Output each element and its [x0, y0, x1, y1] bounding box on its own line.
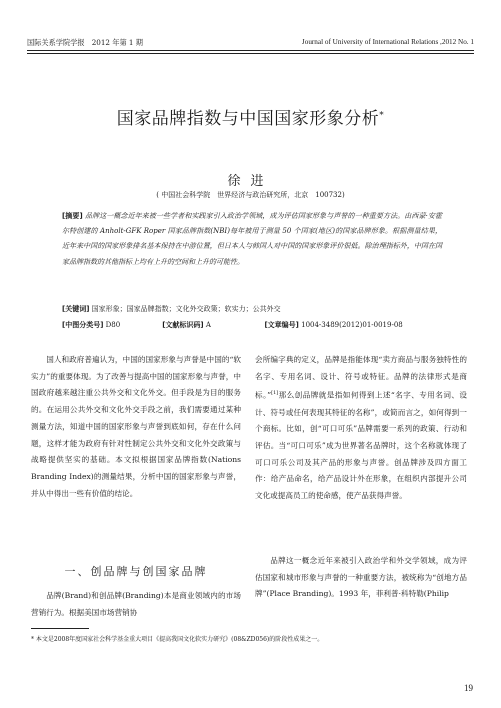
body-paragraph-definition	[255, 352, 467, 505]
running-header	[27, 38, 474, 50]
author-affiliation: ( 中国社会科学院 世界经济与政治研究所，北京 100732)	[156, 191, 345, 199]
body-paragraph-place-branding: 品牌这一概念近年来被引入政治学和外交学领域，成为评估国家和城市形象与声誉的一种重要方法，被统称为“创地方品牌”(Place Branding)。1993 年，菲利普·科特勒(Philip	[255, 556, 467, 599]
clc-value: D80	[105, 321, 121, 329]
title-footnote-mark: *	[379, 110, 385, 121]
section-heading: 一、创品牌与创国家品牌	[64, 565, 208, 578]
header-rule-thick	[27, 50, 474, 51]
keywords-label: [关键词]	[62, 305, 90, 313]
abstract-text: 品牌这一概念近年来被一些学者和实践家引入政治学领域，成为评估国家形象与声誉的一种重要方法。由西蒙·安霍尔特创建的 Anholt-GFK Roper 国家品牌指数(NBI)每年被用于测量 50 个国家(地区)的国家品牌形象。根据测量结果，近年来中国的国家形象排名基本保持在中游位置，但日本人与韩国人对中国的国家形象评价很低。除治理指标外，中国在国家品牌指数的其他指标上均有上升的空间和上升的可能性。	[62, 212, 442, 266]
abstract	[62, 209, 442, 270]
footnote-ref: [1]	[271, 390, 279, 397]
keywords-text: 国家形象；国家品牌指数；文化外交政策；软实力；公共外交	[91, 305, 281, 313]
abstract-label: [摘要]	[62, 212, 83, 220]
footnote: * 本文是2008年度国家社会科学基金重大项目《提高我国文化软实力研究》(08&ZD056)的阶段性成果之一。	[31, 636, 324, 643]
doc-code-value: A	[205, 321, 211, 329]
footnote-rule	[31, 628, 89, 629]
article-no-value: 1004-3489(2012)01-0019-08	[301, 321, 403, 329]
author-name: 徐进	[227, 174, 274, 189]
journal-header-cn: 国际关系学院学报 2012 年第 1 期	[27, 38, 143, 47]
body-paragraph-brand: 品牌(Brand)和创品牌(Branding)本是商业领域内的市场营销行为。根据美国市场营销协	[31, 591, 241, 617]
classification-line	[62, 320, 452, 330]
body-left-column-lower	[31, 588, 241, 621]
doc-code-label: [文献标识码]	[162, 321, 204, 329]
definition-text-cont: 那么创品牌就是指如何得到上述“名字、专用名词、设计、符号或任何表现其特征的名称”，或简而言之，如何得到一个商标。比如，创“可口可乐”品牌需要一系列的政策、行动和评估。当“可口可乐”成为世界著名品牌时，这个名称就体现了可口可乐公司及其产品的形象与声誉。创品牌涉及四方面工作：给产品命名，给产品设计外在形象，在组织内部提升公司文化或提高员工的使命感，使产品获得声誉。	[255, 390, 467, 501]
clc-label: [中图分类号]	[62, 321, 104, 329]
body-paragraph-intro: 国人和政府普遍认为，中国的国家形象与声誉是中国的“软实力”的重要体现。为了改善与提高中国的国家形象与声誉，中国政府越来越注重公共外交和文化外交。但手段是为目的服务的。在运用公共外交和文化外交手段之前，我们需要通过某种测量方法，知道中国的国家形象与声誉到底如何，存在什么问题，这样才能为政府有针对性制定公共外交和文化外交政策与战略提供坚实的基础。本文拟根据国家品牌指数(Nations Branding Index)的测量结果，分析中国的国家形象与声誉，并从中得出一些有价值的结论。	[31, 355, 241, 498]
body-right-column	[255, 352, 467, 505]
header-rule-thin	[27, 53, 474, 54]
title-text: 国家品牌指数与中国国家形象分析	[116, 109, 380, 129]
journal-header-en: Journal of University of International Relations ,2012 No. 1	[301, 38, 474, 46]
article-title	[0, 104, 501, 129]
keywords	[62, 304, 442, 314]
definition-text: 会所编字典的定义，品牌是指能体现“卖方商品与服务独特性的名字、专用名词、设计、符号或特征。品牌的法律形式是商标。”	[255, 355, 467, 400]
article-no-label: [文章编号]	[264, 321, 299, 329]
page-number: 19	[464, 683, 473, 693]
body-right-column-lower	[255, 553, 467, 603]
body-left-column	[31, 352, 241, 502]
